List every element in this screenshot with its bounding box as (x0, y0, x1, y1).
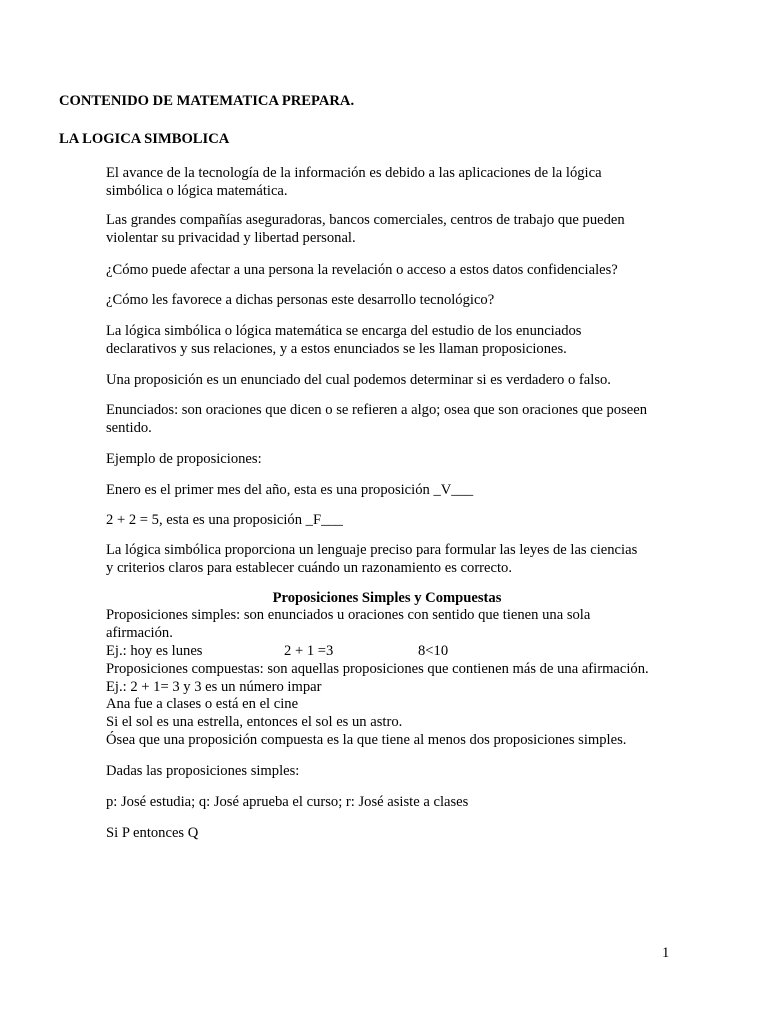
paragraph-line: ¿Cómo puede afectar a una persona la revelación o acceso a estos datos confidenciales? (106, 262, 618, 278)
paragraph-line: ¿Cómo les favorece a dichas personas este desarrollo tecnológico? (106, 292, 495, 308)
paragraph-line: simbólica o lógica matemática. (106, 183, 288, 199)
paragraph-line: Enero es el primer mes del año, esta es una proposición _V___ (106, 482, 474, 498)
paragraph-line: violentar su privacidad y libertad personal. (106, 230, 356, 246)
paragraph-line: sentido. (106, 420, 152, 436)
subsection-line: Si P entonces Q (106, 825, 199, 841)
paragraph-line: Las grandes compañías aseguradoras, bancos comerciales, centros de trabajo que pueden (106, 212, 625, 228)
example-simple-3: 8<10 (418, 643, 449, 659)
subsection-heading: Proposiciones Simples y Compuestas (272, 590, 502, 606)
paragraph-line: El avance de la tecnología de la información es debido a las aplicaciones de la lógica (106, 165, 602, 181)
subsection-line: Proposiciones simples: son enunciados u oraciones con sentido que tienen una sola (106, 607, 591, 623)
subsection-line: afirmación. (106, 625, 173, 641)
example-simple-1: Ej.: hoy es lunes (106, 643, 203, 659)
paragraph-line: Una proposición es un enunciado del cual podemos determinar si es verdadero o falso. (106, 372, 611, 388)
paragraph-line: y criterios claros para establecer cuándo un razonamiento es correcto. (106, 560, 512, 576)
subsection-line: Ana fue a clases o está en el cine (106, 696, 299, 712)
subsection-line: p: José estudia; q: José aprueba el curso; r: José asiste a clases (106, 794, 469, 810)
paragraph-line: La lógica simbólica o lógica matemática se encarga del estudio de los enunciados (106, 323, 582, 339)
subsection-line: Si el sol es una estrella, entonces el sol es un astro. (106, 714, 403, 730)
paragraph-line: La lógica simbólica proporciona un lenguaje preciso para formular las leyes de las ciencias (106, 542, 638, 558)
section-heading: LA LOGICA SIMBOLICA (59, 131, 230, 147)
subsection-line: Ej.: 2 + 1= 3 y 3 es un número impar (106, 679, 322, 695)
paragraph-line: declarativos y sus relaciones, y a estos enunciados se les llaman proposiciones. (106, 341, 567, 357)
paragraph-line: Enunciados: son oraciones que dicen o se refieren a algo; osea que son oraciones que poseen (106, 402, 647, 418)
paragraph-line: 2 + 2 = 5, esta es una proposición _F___ (106, 512, 343, 528)
subsection-line: Dadas las proposiciones simples: (106, 763, 300, 779)
subsection-line: Ósea que una proposición compuesta es la que tiene al menos dos proposiciones simples. (106, 732, 627, 748)
document-title: CONTENIDO DE MATEMATICA PREPARA. (59, 93, 355, 109)
paragraph-line: Ejemplo de proposiciones: (106, 451, 262, 467)
page-number: 1 (662, 945, 670, 961)
example-simple-2: 2 + 1 =3 (284, 643, 334, 659)
subsection-line: Proposiciones compuestas: son aquellas proposiciones que contienen más de una afirmación. (106, 661, 649, 677)
